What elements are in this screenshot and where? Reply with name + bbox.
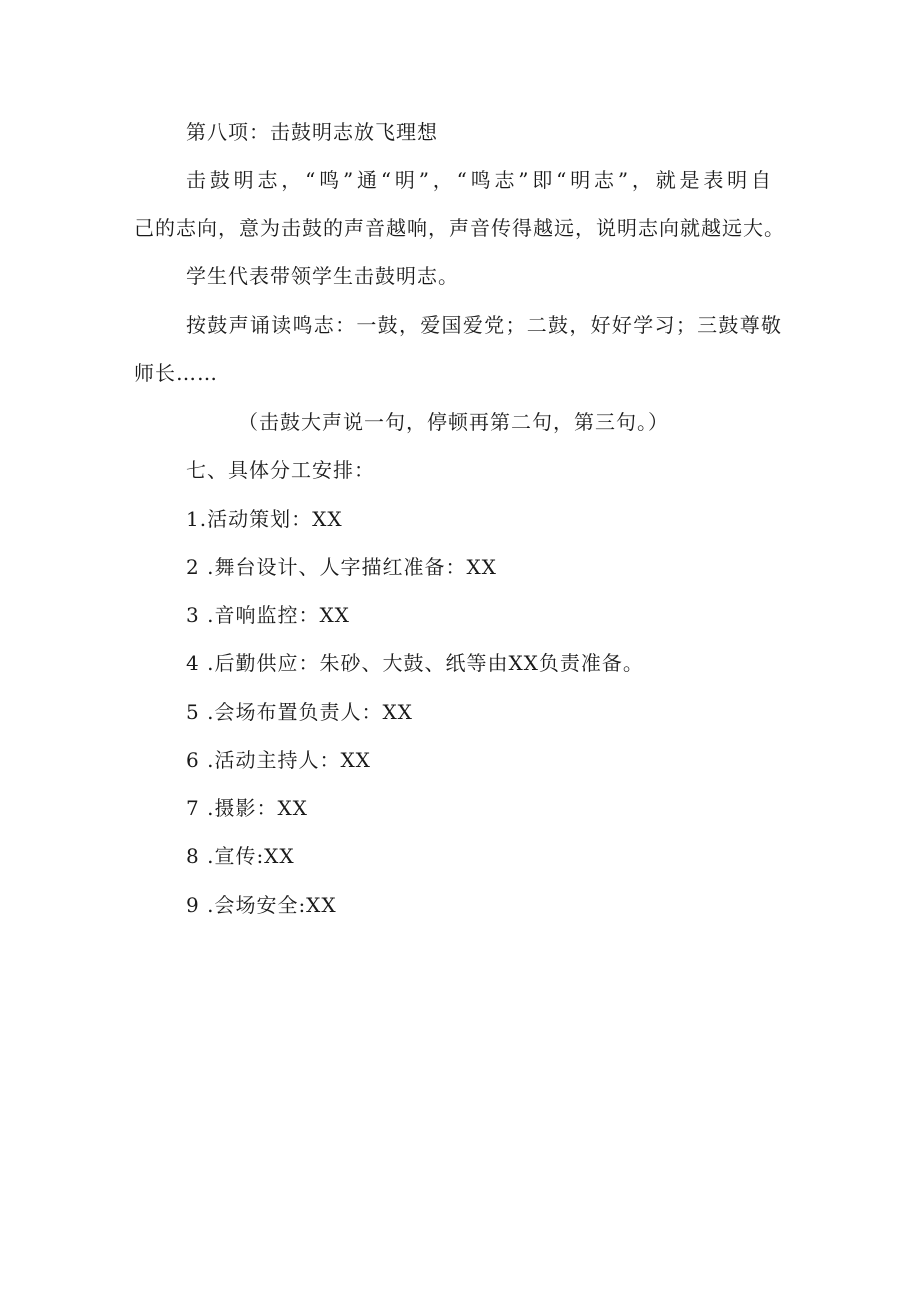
assignment-item: 7 .摄影：XX	[186, 796, 308, 820]
assignment-item: 4 .后勤供应：朱砂、大鼓、纸等由XX负责准备。	[186, 651, 644, 675]
paragraph-student-rep: 学生代表带领学生击鼓明志。	[186, 264, 459, 288]
paragraph-drum-meaning-line-2: 己的志向，意为击鼓的声音越响，声音传得越远，说明志向就越远大。	[134, 216, 785, 240]
paragraph-recite-line-2: 师长……	[134, 361, 218, 385]
section-seven-heading: 七、具体分工安排：	[186, 458, 375, 482]
paragraph-drum-meaning-line-1: 击鼓明志，“鸣”通“明”，“鸣志”即“明志”，就是表明自	[186, 168, 772, 192]
section-eight-heading: 第八项：击鼓明志放飞理想	[186, 120, 438, 144]
assignment-item: 1.活动策划：XX	[186, 507, 343, 531]
paragraph-recite-line-1: 按鼓声诵读鸣志：一鼓，爱国爱党；二鼓，好好学习；三鼓尊敬	[186, 313, 782, 337]
assignment-item: 9 .会场安全:XX	[186, 893, 337, 917]
drum-instruction-note: （击鼓大声说一句，停顿再第二句，第三句。）	[238, 410, 669, 434]
assignment-item: 3 .音响监控：XX	[186, 603, 350, 627]
assignment-item: 5 .会场布置负责人：XX	[186, 700, 413, 724]
assignment-item: 6 .活动主持人：XX	[186, 748, 371, 772]
assignment-item: 8 .宣传:XX	[186, 844, 295, 868]
assignment-item: 2 .舞台设计、人字描红准备：XX	[186, 555, 497, 579]
